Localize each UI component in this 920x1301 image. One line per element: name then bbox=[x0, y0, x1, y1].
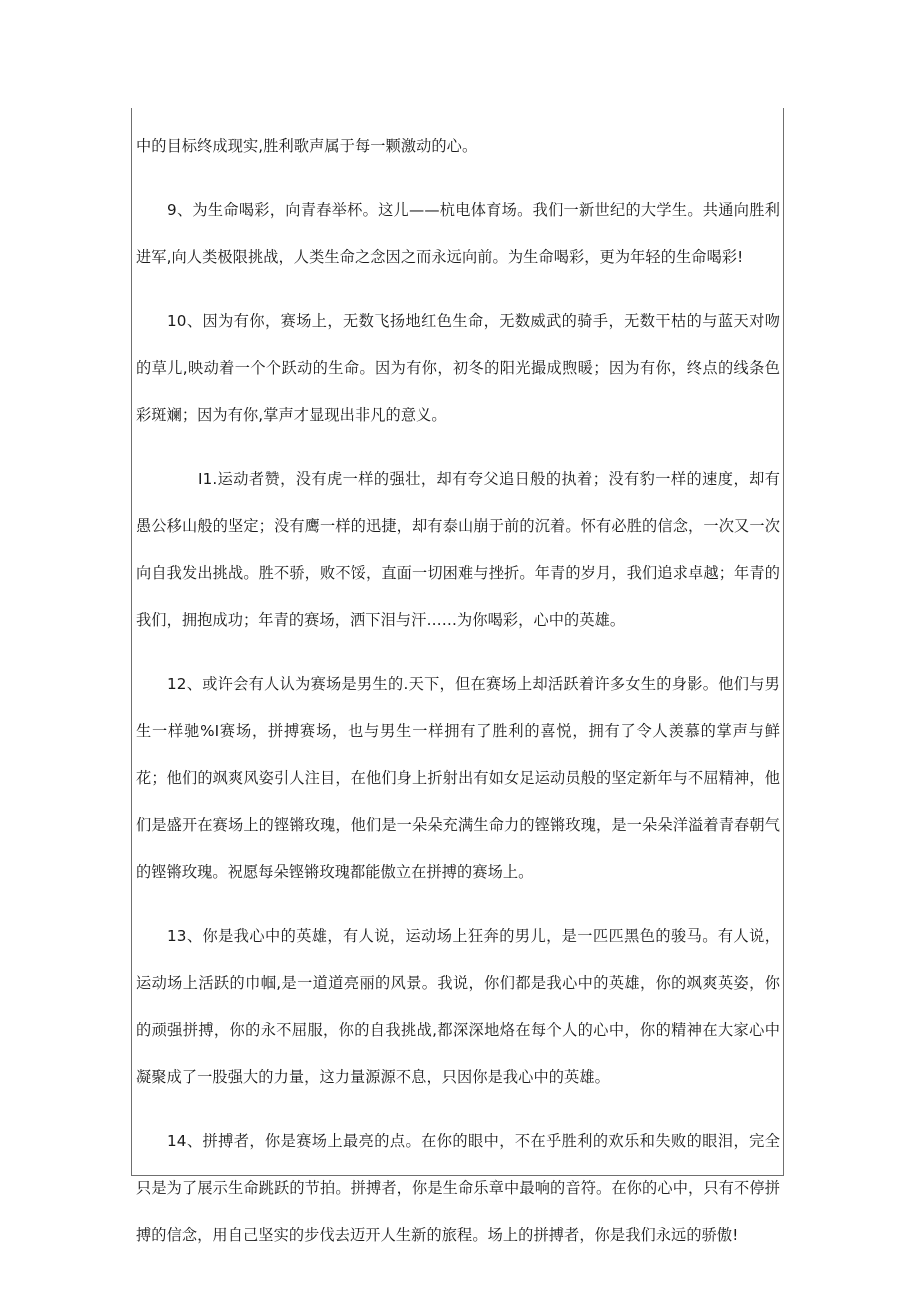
paragraph-text: 因为有你，赛场上，无数飞扬地红色生命，无数威武的骑手，无数干枯的与蓝天对吻的草儿,映动着一个个跃动的生命。因为有你，初冬的阳光撮成煦暖；因为有你，终点的线条色彩斑斓；因为有你,掌声才显现出非凡的意义。 bbox=[136, 312, 780, 424]
item-number: 9、 bbox=[167, 201, 193, 219]
paragraph-text: 运动者赞，没有虎一样的强壮，却有夸父追日般的执着；没有豹一样的速度，却有愚公移山般的坚定；没有鹰一样的迅捷，却有泰山崩于前的沉着。怀有必胜的信念，一次又一次向自我发出挑战。胜不骄，败不馁，直面一切困难与挫折。年青的岁月，我们追求卓越；年青的我们，拥抱成功；年青的赛场，洒下泪与汗……为你喝彩，心中的英雄。 bbox=[136, 470, 780, 629]
paragraph-13 bbox=[136, 913, 780, 1101]
paragraph-10 bbox=[136, 298, 780, 439]
paragraph-9 bbox=[136, 187, 780, 281]
paragraph-text: 中的目标终成现实,胜利歌声属于每一颗激动的心。 bbox=[136, 137, 478, 155]
paragraph-14 bbox=[136, 1118, 780, 1259]
item-number: 13、 bbox=[167, 927, 203, 945]
document-body bbox=[136, 123, 780, 1276]
highlighted-item-number: I1. bbox=[167, 456, 217, 503]
paragraph-12 bbox=[136, 661, 780, 896]
paragraph-11 bbox=[136, 456, 780, 644]
paragraph-text: 或许会有人认为赛场是男生的.天下，但在赛场上却活跃着许多女生的身影。他们与男生一样驰%I赛场，拼搏赛场，也与男生一样拥有了胜利的喜悦，拥有了令人羡慕的掌声与鲜花；他们的飒爽风姿引人注目，在他们身上折射出有如女足运动员般的坚定新年与不屈精神，他们是盛开在赛场上的铿锵玫瑰，他们是一朵朵充满生命力的铿锵玫瑰，是一朵朵洋溢着青春朝气的铿锵玫瑰。祝愿每朵铿锵玫瑰都能傲立在拼搏的赛场上。 bbox=[136, 675, 780, 881]
paragraph-text: 为生命喝彩，向青春举杯。这儿——杭电体育场。我们一新世纪的大学生。共通向胜利进军,向人类极限挑战，人类生命之念因之而永远向前。为生命喝彩，更为年轻的生命喝彩! bbox=[136, 201, 780, 266]
item-number: 14、 bbox=[167, 1132, 203, 1150]
item-number: 10、 bbox=[167, 312, 203, 330]
paragraph-text: 你是我心中的英雄，有人说，运动场上狂奔的男儿，是一匹匹黑色的骏马。有人说，运动场上活跃的巾帼,是一道道亮丽的风景。我说，你们都是我心中的英雄，你的飒爽英姿，你的顽强拼搏，你的永不屈服，你的自我挑战,都深深地烙在每个人的心中，你的精神在大家心中凝聚成了一股强大的力量，这力量源源不息，只因你是我心中的英雄。 bbox=[136, 927, 780, 1086]
item-number: 12、 bbox=[167, 675, 203, 693]
paragraph-text: 拼搏者，你是赛场上最亮的点。在你的眼中，不在乎胜利的欢乐和失败的眼泪，完全只是为了展示生命跳跃的节拍。拼搏者，你是生命乐章中最响的音符。在你的心中，只有不停拼搏的信念，用自己坚实的步伐去迈开人生新的旅程。场上的拼搏者，你是我们永远的骄傲! bbox=[136, 1132, 780, 1244]
paragraph-8-continuation bbox=[136, 123, 780, 170]
